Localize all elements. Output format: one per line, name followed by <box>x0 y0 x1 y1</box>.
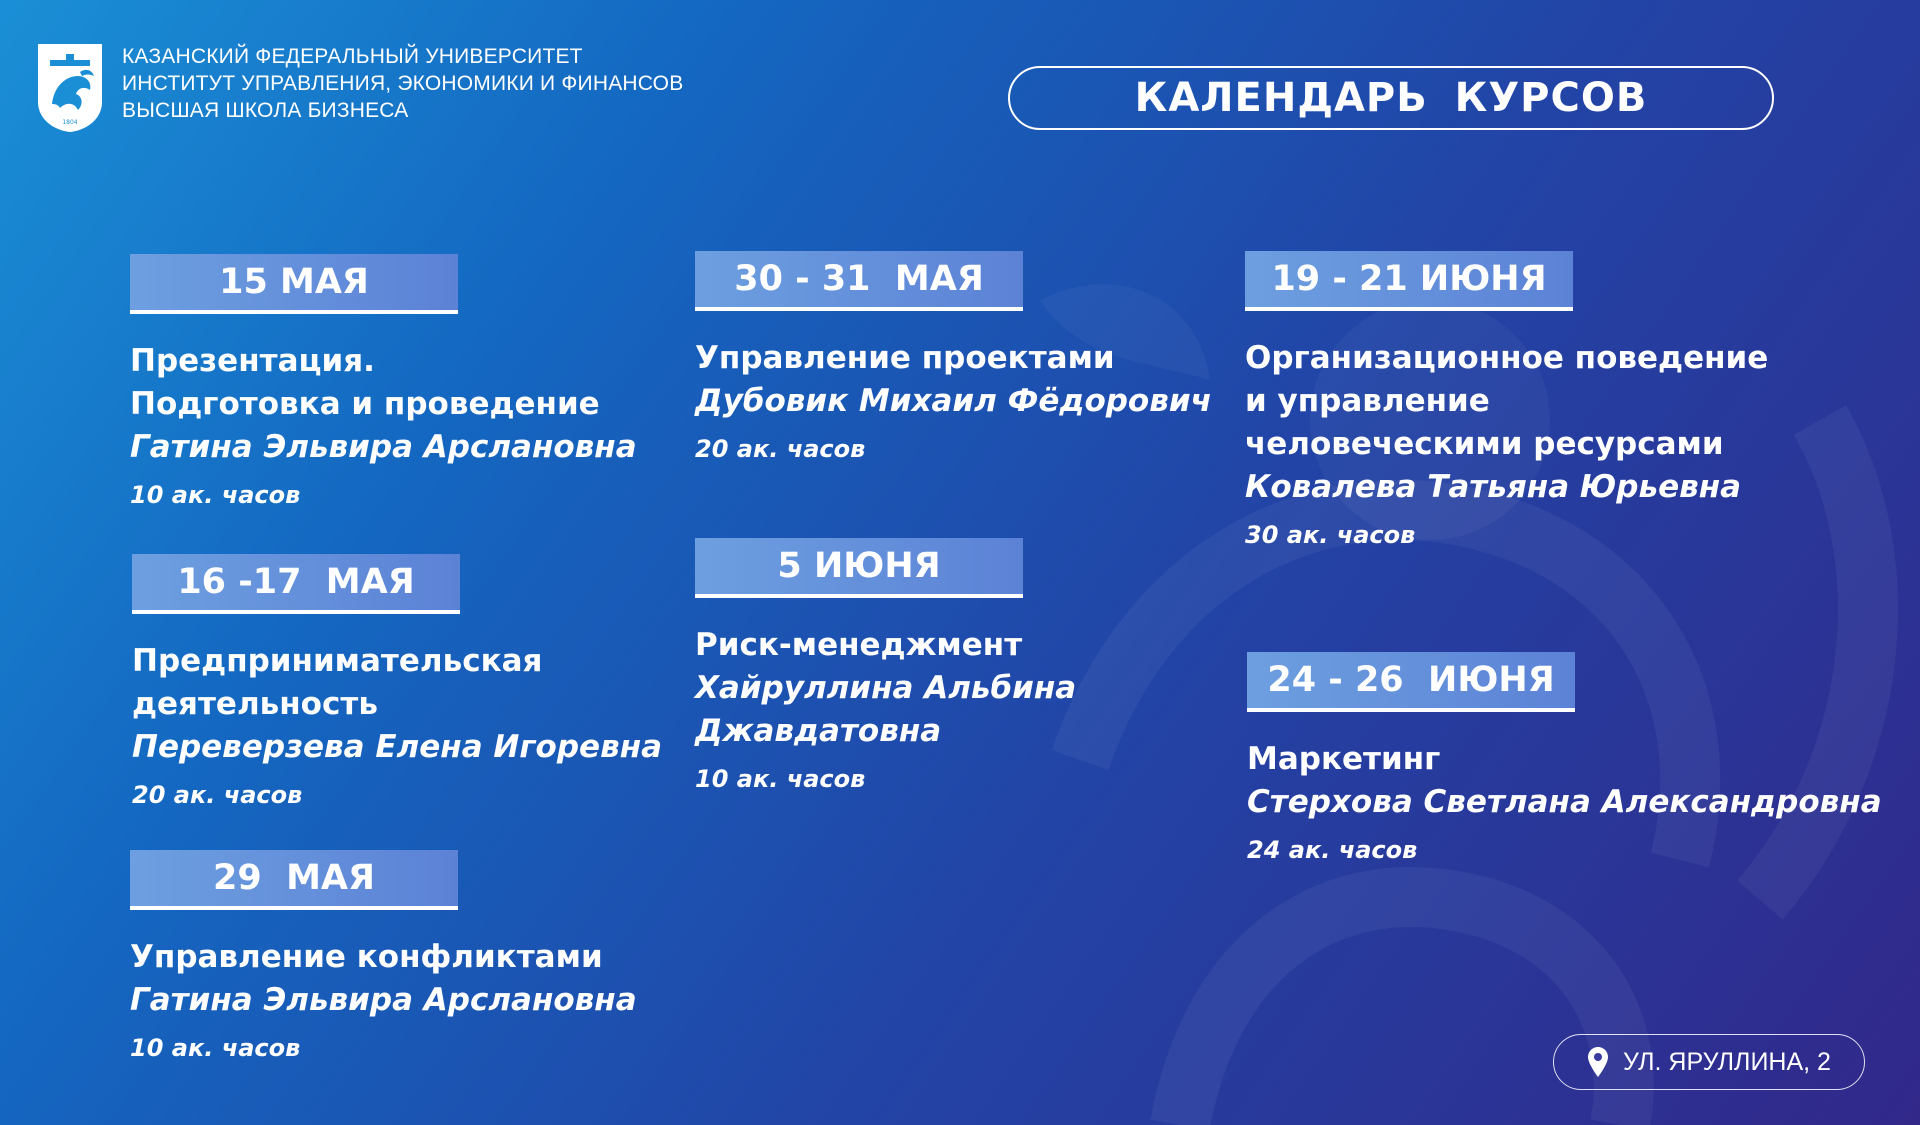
course-title <box>132 640 672 726</box>
course-hours: 10 ак. часов <box>695 765 866 793</box>
course-hours: 24 ак. часов <box>1247 836 1418 864</box>
course-card-entrepreneurship <box>132 554 672 809</box>
course-title <box>130 936 670 979</box>
org-line-institute: ИНСТИТУТ УПРАВЛЕНИЯ, ЭКОНОМИКИ И ФИНАНСОВ <box>122 72 684 95</box>
course-card-marketing <box>1247 652 1882 864</box>
course-title-line: Подготовка и проведение <box>130 386 600 422</box>
course-hours: 20 ак. часов <box>695 435 866 463</box>
course-title <box>1245 337 1785 466</box>
course-title <box>130 340 670 426</box>
course-hours: 30 ак. часов <box>1245 521 1416 549</box>
course-title-line: деятельность <box>132 686 378 722</box>
course-date: 15 МАЯ <box>130 254 458 314</box>
course-date: 5 ИЮНЯ <box>695 538 1023 598</box>
course-teacher: Дубовик Михаил Фёдорович <box>695 383 1212 419</box>
course-teacher: Стерхова Светлана Александровна <box>1247 784 1882 820</box>
location-pin-icon <box>1587 1046 1609 1078</box>
course-date: 16 -17 МАЯ <box>132 554 460 614</box>
course-title <box>1247 738 1787 781</box>
course-title-line: Риск-менеджмент <box>695 627 1023 663</box>
course-teacher-line: Хайруллина Альбина <box>695 670 1077 706</box>
course-card-projects <box>695 251 1235 463</box>
page-title: КАЛЕНДАРЬ КУРСОВ <box>1134 75 1648 121</box>
course-card-org-behavior <box>1245 251 1785 549</box>
course-teacher: Гатина Эльвира Арслановна <box>130 982 637 1018</box>
organization-name <box>122 43 683 124</box>
address-badge <box>1553 1034 1865 1090</box>
course-date: 29 МАЯ <box>130 850 458 910</box>
org-line-school: ВЫСШАЯ ШКОЛА БИЗНЕСА <box>122 99 409 122</box>
org-line-university: КАЗАНСКИЙ ФЕДЕРАЛЬНЫЙ УНИВЕРСИТЕТ <box>122 45 583 68</box>
course-date: 24 - 26 ИЮНЯ <box>1247 652 1575 712</box>
course-title-line: Организационное поведение <box>1245 340 1769 376</box>
course-teacher <box>695 667 1235 753</box>
course-title-line: Управление проектами <box>695 340 1115 376</box>
svg-text:1804: 1804 <box>62 119 78 126</box>
course-card-conflicts <box>130 850 670 1062</box>
course-teacher: Гатина Эльвира Арслановна <box>130 429 637 465</box>
course-teacher: Переверзева Елена Игоревна <box>132 729 663 765</box>
course-hours: 10 ак. часов <box>130 1034 301 1062</box>
address-text: УЛ. ЯРУЛЛИНА, 2 <box>1623 1047 1831 1076</box>
course-title-line: Презентация. <box>130 343 375 379</box>
course-title <box>695 624 1235 667</box>
course-title <box>695 337 1235 380</box>
course-date: 30 - 31 МАЯ <box>695 251 1023 311</box>
course-hours: 20 ак. часов <box>132 781 303 809</box>
course-hours: 10 ак. часов <box>130 481 301 509</box>
course-title-line: человеческими ресурсами <box>1245 426 1724 462</box>
course-teacher: Ковалева Татьяна Юрьевна <box>1245 469 1742 505</box>
course-title-line: Предпринимательская <box>132 643 543 679</box>
course-card-presentation <box>130 254 670 509</box>
course-card-risk <box>695 538 1235 793</box>
course-date: 19 - 21 ИЮНЯ <box>1245 251 1573 311</box>
course-title-line: Управление конфликтами <box>130 939 603 975</box>
course-title-line: и управление <box>1245 383 1490 419</box>
course-teacher-line: Джавдатовна <box>695 713 942 749</box>
course-title-line: Маркетинг <box>1247 741 1441 777</box>
page-title-box <box>1008 66 1774 130</box>
kfu-logo <box>36 42 104 134</box>
